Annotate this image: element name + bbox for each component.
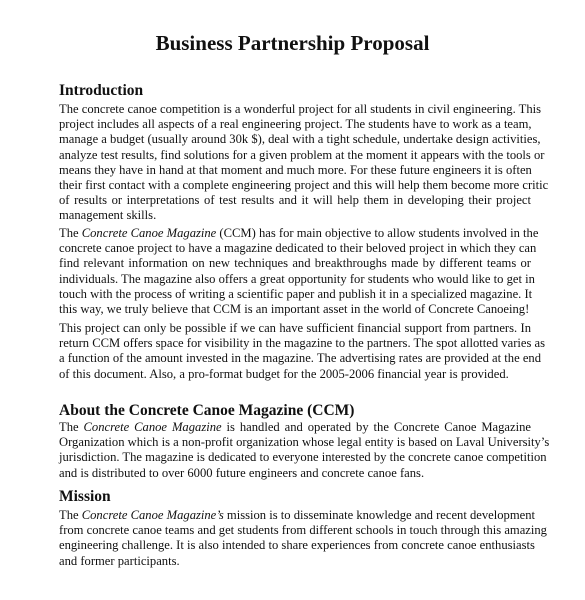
text-line: a function of the amount invested in the magazine. The advertising rates are provided at the end (59, 351, 542, 366)
text-run: The (59, 420, 84, 434)
text-line: of results or interpretations of test results and it will help them in developing their project (59, 193, 531, 208)
magazine-name: Concrete Canoe Magazine (81, 226, 217, 240)
text-line (59, 420, 531, 435)
magazine-name: Concrete Canoe Magazine (83, 420, 222, 434)
introduction-paragraph-1 (59, 102, 549, 224)
text-line: from concrete canoe teams and get students from different schools in touch through this amazing (59, 523, 547, 538)
text-line: This project can only be possible if we can have sufficient financial support from partners. In (59, 321, 531, 335)
text-line: find relevant information on new techniques and breakthroughs made by different teams or (59, 256, 531, 271)
text-line: individuals. The magazine also offers a great opportunity for students who would like to get in (59, 271, 535, 286)
text-line: return CCM offers space for visibility in the magazine to the partners. The spot allotted varies as (59, 336, 546, 351)
text-line: analyze test results, find solutions for a given problem at the moment it appears with the tools or (59, 147, 545, 162)
text-run: The (59, 508, 82, 522)
magazine-name: Concrete Canoe Magazine’s (81, 508, 224, 522)
text-line: concrete canoe project to have a magazine dedicated to their beloved project in which they can (59, 241, 537, 256)
text-line: Organization which is a non-profit organization whose legal entity is based on Laval University’s (59, 435, 550, 450)
introduction-heading: Introduction (59, 82, 144, 99)
text-run: (CCM) has for main objective to allow students involved in the (216, 226, 539, 240)
introduction-paragraph-2 (59, 226, 539, 317)
text-line: management skills. (59, 208, 157, 223)
text-line: and former participants. (59, 553, 180, 568)
text-line: project includes all aspects of a real engineering project. The students have to work as a team, (59, 117, 532, 132)
mission-paragraph (59, 508, 547, 569)
about-paragraph (59, 420, 550, 481)
text-line: and is distributed to over 6000 future engineers and concrete canoe fans. (59, 465, 425, 480)
text-line: their first contact with a complete engineering project and this will help them become more critic (59, 178, 549, 193)
introduction-paragraph-3 (59, 321, 546, 382)
text-line: engineering challenge. It is also intended to share experiences from concrete canoe enthusiasts (59, 538, 535, 553)
document-title: Business Partnership Proposal (155, 31, 430, 55)
text-line: this way, we truly believe that CCM is an important asset in the world of Concrete Canoeing! (59, 302, 530, 317)
text-line (59, 226, 539, 241)
text-line: manage a budget (usually around 30k $), deal with a tight schedule, undertake design activities, (59, 132, 541, 147)
text-line: touch with the process of writing a scientific paper and publish it in a specialized magazine. It (59, 286, 533, 301)
text-line (59, 508, 536, 523)
text-run: The (59, 226, 82, 240)
text-run: is handled and operated by the Concrete Canoe Magazine (221, 420, 531, 434)
about-heading: About the Concrete Canoe Magazine (CCM) (59, 402, 355, 419)
text-line: The concrete canoe competition is a wonderful project for all students in civil engineering. This (59, 102, 542, 116)
text-line: of this document. Also, a pro-format budget for the 2005-2006 financial year is provided. (59, 366, 509, 381)
text-run: mission is to disseminate knowledge and recent development (223, 508, 536, 522)
text-line: means they have in hand at that moment and much more. For these future engineers it is often (59, 162, 532, 177)
mission-heading: Mission (59, 488, 111, 505)
text-line: jurisdiction. The magazine is dedicated to everyone interested by the concrete canoe competition (59, 450, 547, 465)
